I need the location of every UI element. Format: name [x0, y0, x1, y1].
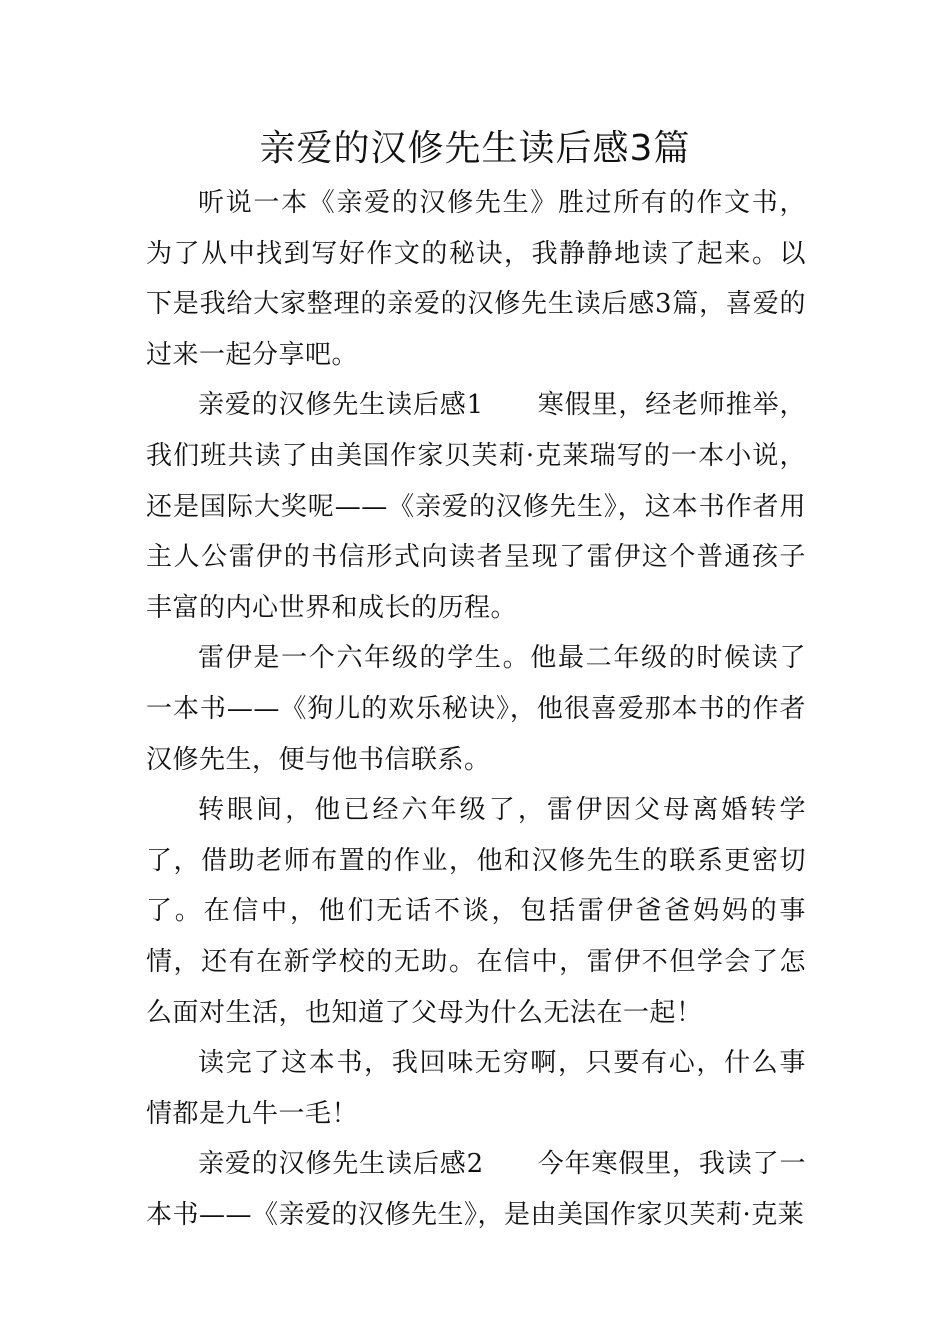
paragraph-ray-letters: 转眼间，他已经六年级了，雷伊因父母离婚转学了，借助老师布置的作业，他和汉修先生的联系更密切了。在信中，他们无话不谈，包括雷伊爸爸妈妈的事情，还有在新学校的无助。在信中，雷伊不但学会了怎么面对生活，也知道了父母为什么无法在一起！	[146, 795, 806, 1028]
document-title: 亲爱的汉修先生读后感3篇	[259, 128, 691, 169]
document-body	[146, 178, 806, 1240]
paragraph-ray-intro: 雷伊是一个六年级的学生。他最二年级的时候读了一本书——《狗儿的欢乐秘诀》，他很喜爱那本书的作者汉修先生，便与他书信联系。	[146, 643, 806, 775]
paragraph-review-1: 亲爱的汉修先生读后感1 寒假里，经老师推举，我们班共读了由美国作家贝芙莉·克莱瑞写的一本小说，还是国际大奖呢——《亲爱的汉修先生》，这本书作者用主人公雷伊的书信形式向读者呈现了雷伊这个普通孩子丰富的内心世界和成长的历程。	[146, 390, 806, 623]
paragraph-conclusion: 读完了这本书，我回味无穷啊，只要有心，什么事情都是九牛一毛！	[146, 1048, 806, 1129]
paragraph-intro: 听说一本《亲爱的汉修先生》胜过所有的作文书，为了从中找到写好作文的秘诀，我静静地读了起来。以下是我给大家整理的亲爱的汉修先生读后感3篇，喜爱的过来一起分享吧。	[146, 188, 806, 370]
paragraph-review-2: 亲爱的汉修先生读后感2 今年寒假里，我读了一本书——《亲爱的汉修先生》，是由美国作家贝芙莉·克莱	[146, 1149, 806, 1230]
